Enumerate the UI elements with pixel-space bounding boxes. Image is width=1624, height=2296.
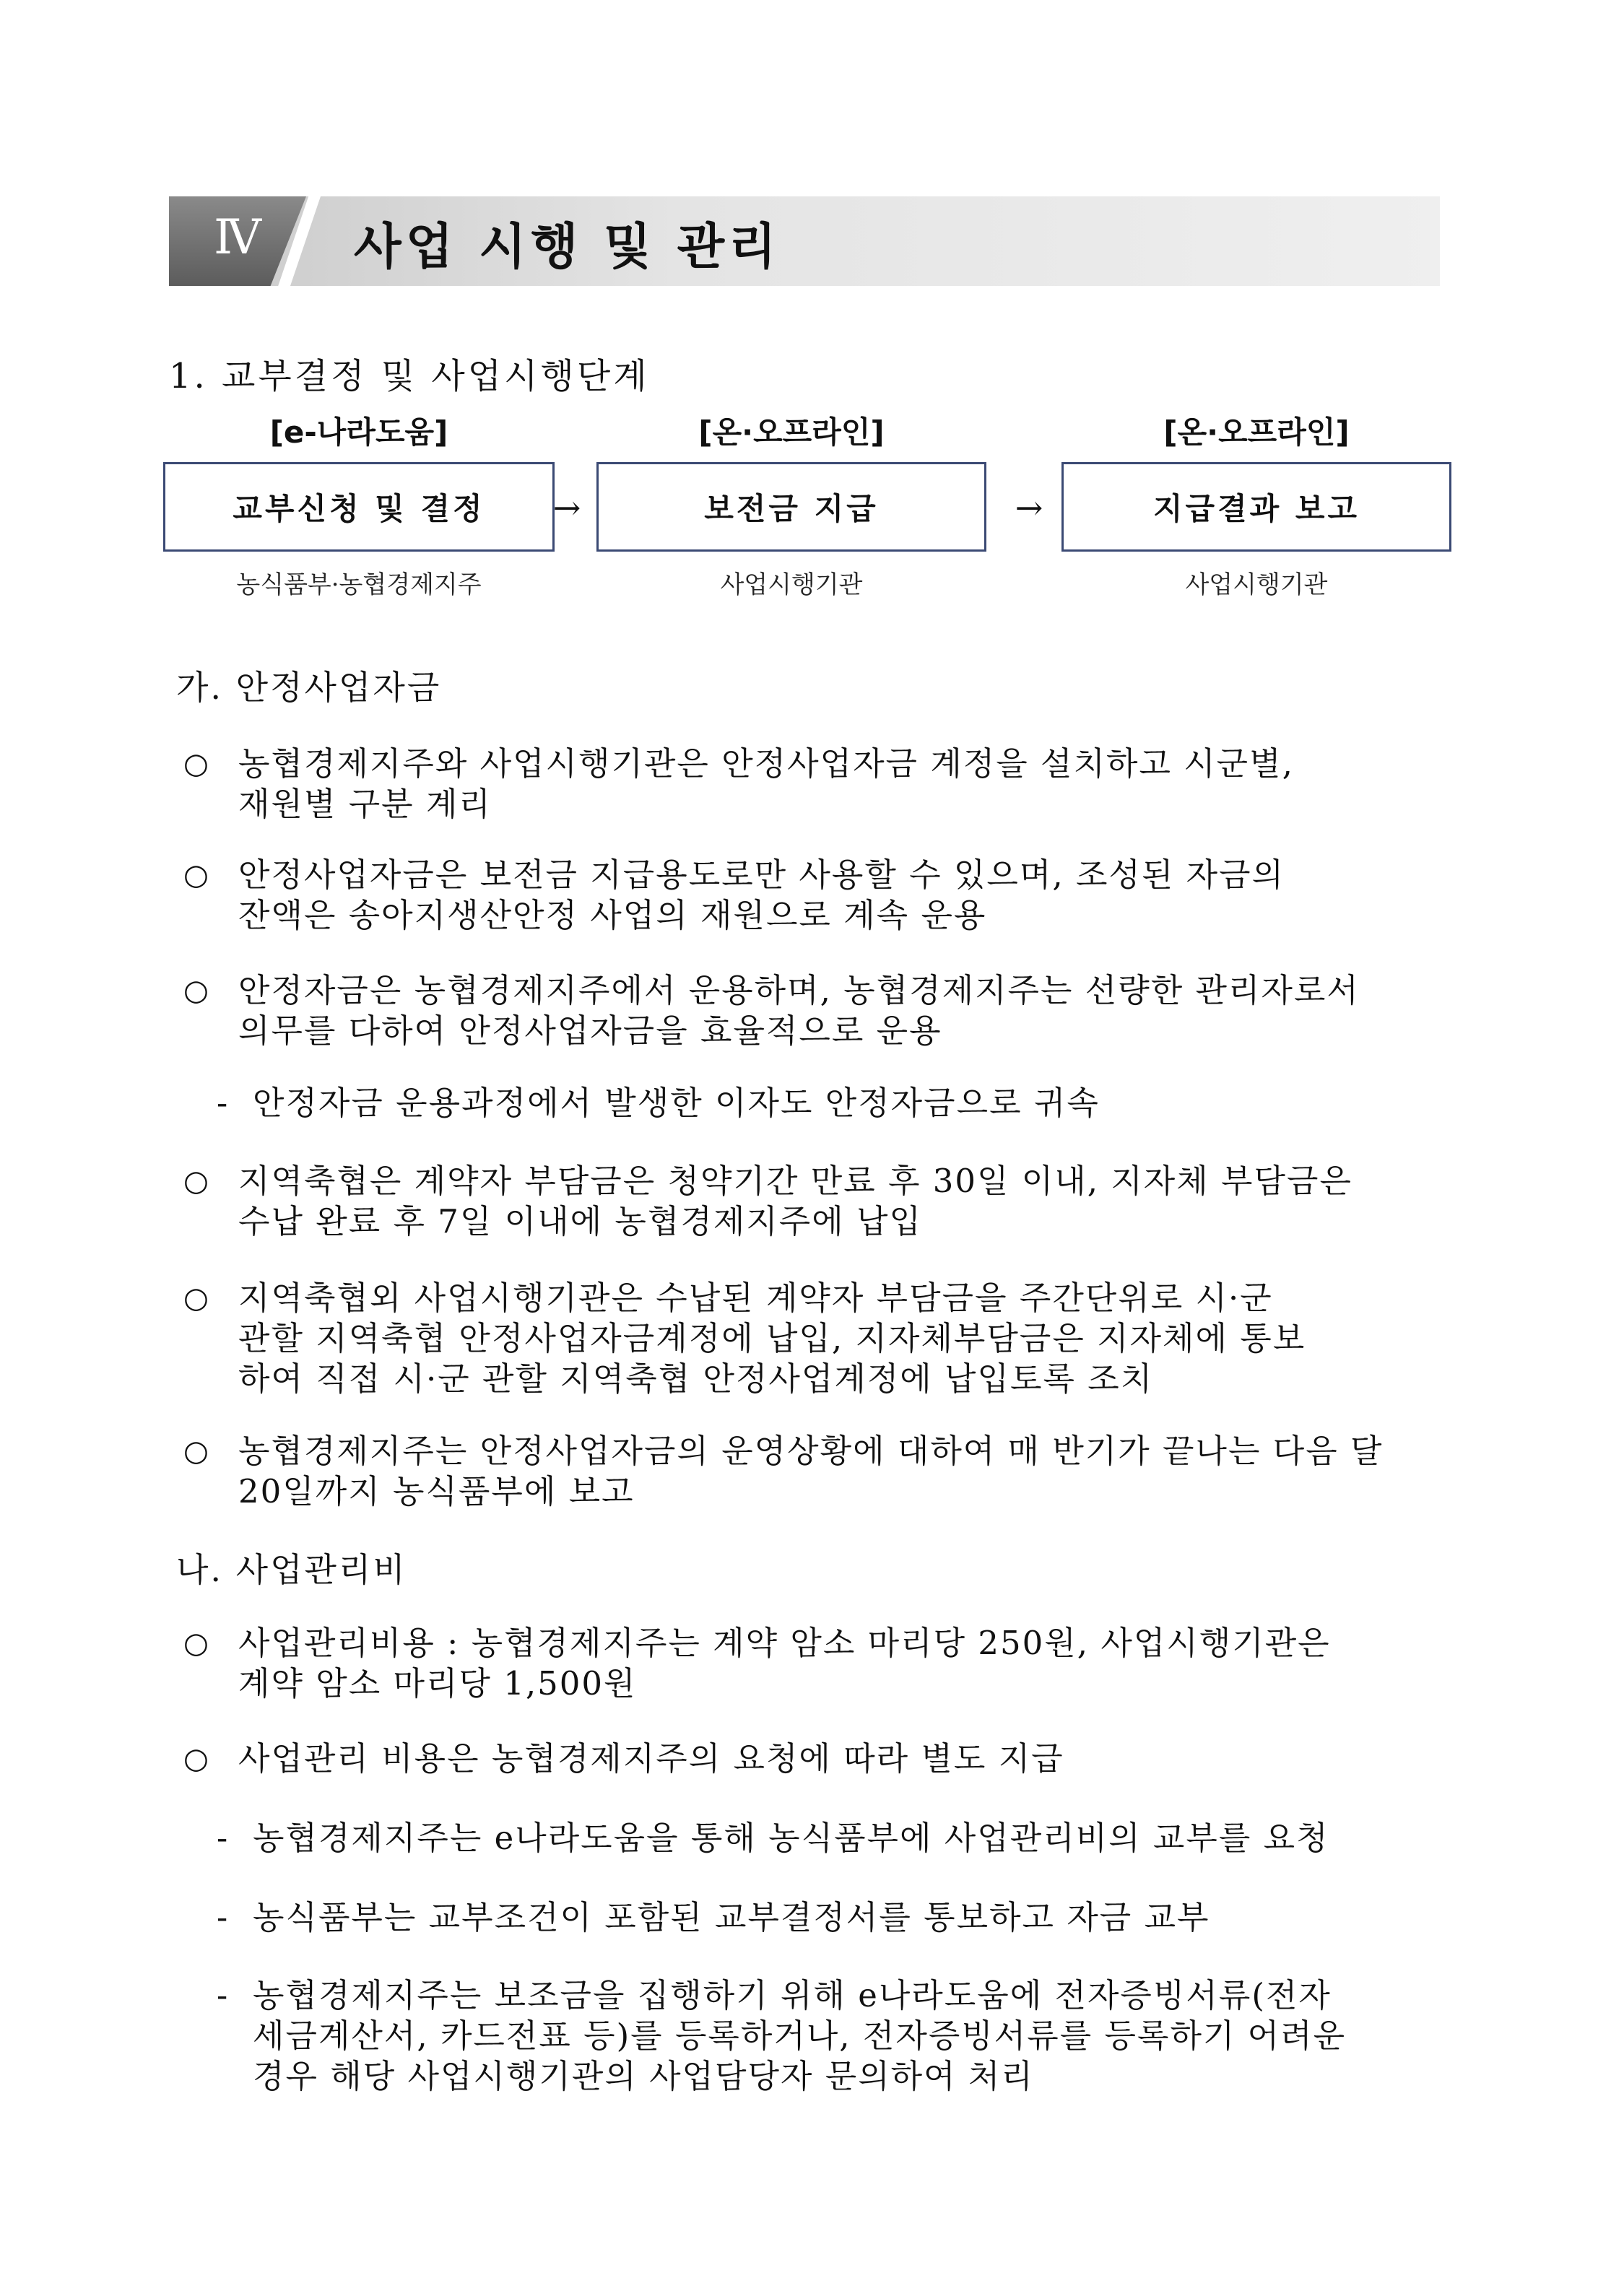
list-item — [183, 970, 1476, 1051]
list-item-text: 안정사업자금은 보전금 지급용도로만 사용할 수 있으며, 조성된 자금의 잔액은 송아지생산안정 사업의 재원으로 계속 운용 — [238, 856, 1285, 934]
list-item — [183, 1278, 1476, 1399]
chapter-header — [169, 196, 1440, 286]
step-3-box — [1061, 462, 1451, 552]
list-item-text: 농협경제지주는 보조금을 집행하기 위해 e나라도움에 전자증빙서류(전자 세금계산서, 카드전표 등)를 등록하거나, 전자증빙서류를 등록하기 어려운 경우 해당 사업시행기관의 사업담당자 문의하여 처리 — [253, 1976, 1347, 2095]
list-item-text: 농협경제지주는 안정사업자금의 운영상황에 대하여 매 반기가 끝나는 다음 달 20일까지 농식품부에 보고 — [238, 1432, 1384, 1510]
list-item — [217, 1083, 1476, 1123]
step-1-label: 교부신청 및 결정 — [233, 491, 485, 526]
dash-bullet-icon: - — [217, 1819, 230, 1857]
step-1-channel: [e-나라도움] — [269, 414, 448, 450]
arrow-icon: → — [552, 488, 581, 527]
list-item-text: 지역축협은 계약자 부담금은 청약기간 만료 후 30일 이내, 지자체 부담금은 수납 완료 후 7일 이내에 농협경제지주에 납입 — [238, 1162, 1352, 1240]
list-item-text: 사업관리비용 : 농협경제지주는 계약 암소 마리당 250원, 사업시행기관은 계약 암소 마리당 1,500원 — [238, 1624, 1331, 1703]
arrow-icon: → — [1015, 488, 1043, 527]
dash-bullet-icon: - — [217, 1084, 230, 1122]
step-1-owner: 농식품부·농협경제지주 — [236, 570, 482, 599]
list-item — [183, 1161, 1476, 1242]
step-3-owner: 사업시행기관 — [1185, 570, 1328, 599]
list-item — [183, 1431, 1476, 1512]
circle-bullet-icon: ○ — [183, 1435, 210, 1468]
step-1-box — [163, 462, 555, 552]
step-2-label: 보전금 지급 — [704, 491, 879, 526]
step-3-label: 지급결과 보고 — [1152, 491, 1360, 526]
step-2-box — [596, 462, 986, 552]
list-item — [183, 744, 1476, 825]
list-item — [217, 1818, 1476, 1858]
circle-bullet-icon: ○ — [183, 1742, 210, 1775]
circle-bullet-icon: ○ — [183, 1282, 210, 1315]
list-item — [183, 1623, 1476, 1704]
chapter-title: 사업 시행 및 관리 — [354, 219, 781, 276]
list-item-text: 안정자금 운용과정에서 발생한 이자도 안정자금으로 귀속 — [253, 1084, 1100, 1122]
circle-bullet-icon: ○ — [183, 747, 210, 780]
subsection-heading: 가. 안정사업자금 — [176, 668, 442, 707]
list-item-text: 농협경제지주와 사업시행기관은 안정사업자금 계정을 설치하고 시군별, 재원별 구분 계리 — [238, 744, 1294, 823]
step-3-channel: [온·오프라인] — [1163, 414, 1350, 450]
circle-bullet-icon: ○ — [183, 858, 210, 892]
list-item — [217, 1897, 1476, 1938]
list-item-text: 사업관리 비용은 농협경제지주의 요청에 따라 별도 지급 — [238, 1739, 1064, 1778]
step-2-channel: [온·오프라인] — [698, 414, 885, 450]
circle-bullet-icon: ○ — [183, 974, 210, 1007]
list-item — [183, 1739, 1476, 1779]
circle-bullet-icon: ○ — [183, 1165, 210, 1198]
list-item — [183, 855, 1476, 936]
step-2-owner: 사업시행기관 — [720, 570, 863, 599]
chapter-number: Ⅳ — [214, 209, 261, 265]
dash-bullet-icon: - — [217, 1976, 230, 2014]
list-item — [217, 1975, 1476, 2097]
circle-bullet-icon: ○ — [183, 1627, 210, 1660]
list-item-text: 안정자금은 농협경제지주에서 운용하며, 농협경제지주는 선량한 관리자로서 의무를 다하여 안정사업자금을 효율적으로 운용 — [238, 971, 1360, 1050]
list-item-text: 농식품부는 교부조건이 포함된 교부결정서를 통보하고 자금 교부 — [253, 1898, 1210, 1936]
list-item-text: 지역축협외 사업시행기관은 수납된 계약자 부담금을 주간단위로 시·군 관할 지역축협 안정사업자금계정에 납입, 지자체부담금은 지자체에 통보 하여 직접 시·군 관할 지역축협 안정사업계정에 납입토록 조치 — [238, 1279, 1306, 1398]
dash-bullet-icon: - — [217, 1898, 230, 1936]
section-heading: 1. 교부결정 및 사업시행단계 — [169, 356, 650, 396]
subsection-heading: 나. 사업관리비 — [176, 1550, 407, 1589]
list-item-text: 농협경제지주는 e나라도움을 통해 농식품부에 사업관리비의 교부를 요청 — [253, 1819, 1329, 1857]
